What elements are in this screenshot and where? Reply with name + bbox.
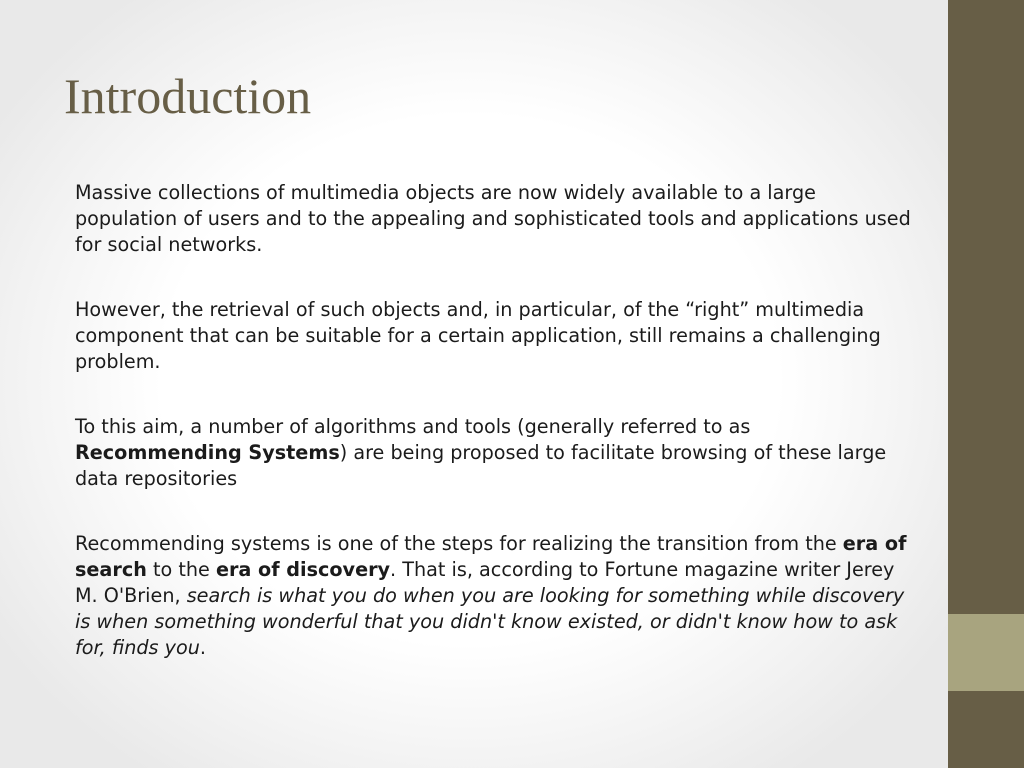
- paragraph-3: [75, 414, 915, 492]
- paragraph-1: Massive collections of multimedia objects are now widely available to a large population of users and to the appealing and sophisticated tools and applications used for social networks.: [75, 181, 911, 256]
- paragraph-3-text-a: To this aim, a number of algorithms and tools (generally referred to as: [75, 415, 751, 438]
- paragraph-4-text-d: .: [199, 636, 207, 659]
- slide-body: [75, 180, 915, 661]
- era-of-search-term: era of search: [75, 532, 907, 581]
- paragraph-4-text-b: to the: [146, 558, 216, 581]
- side-accent-block: [948, 614, 1024, 691]
- paragraph-4-text-c: . That is, according to Fortune magazine writer Jerey M. O'Brien,: [75, 558, 895, 607]
- era-of-discovery-term: era of discovery: [215, 558, 391, 581]
- slide-title: Introduction: [64, 68, 312, 124]
- paragraph-3-text-b: ) are being proposed to facilitate browsing of these large data repositories: [75, 441, 887, 490]
- obrien-quote: search is what you do when you are looking for something while discovery is when something wonderful that you didn't know existed, or didn't know how to ask for, finds you: [75, 584, 905, 659]
- paragraph-4: [75, 531, 915, 661]
- paragraph-2: However, the retrieval of such objects and, in particular, of the “right” multimedia component that can be suitable for a certain application, still remains a challenging problem.: [75, 298, 881, 373]
- recommending-systems-term: Recommending Systems: [75, 441, 340, 464]
- paragraph-4-text-a: Recommending systems is one of the steps for realizing the transition from the: [75, 532, 843, 555]
